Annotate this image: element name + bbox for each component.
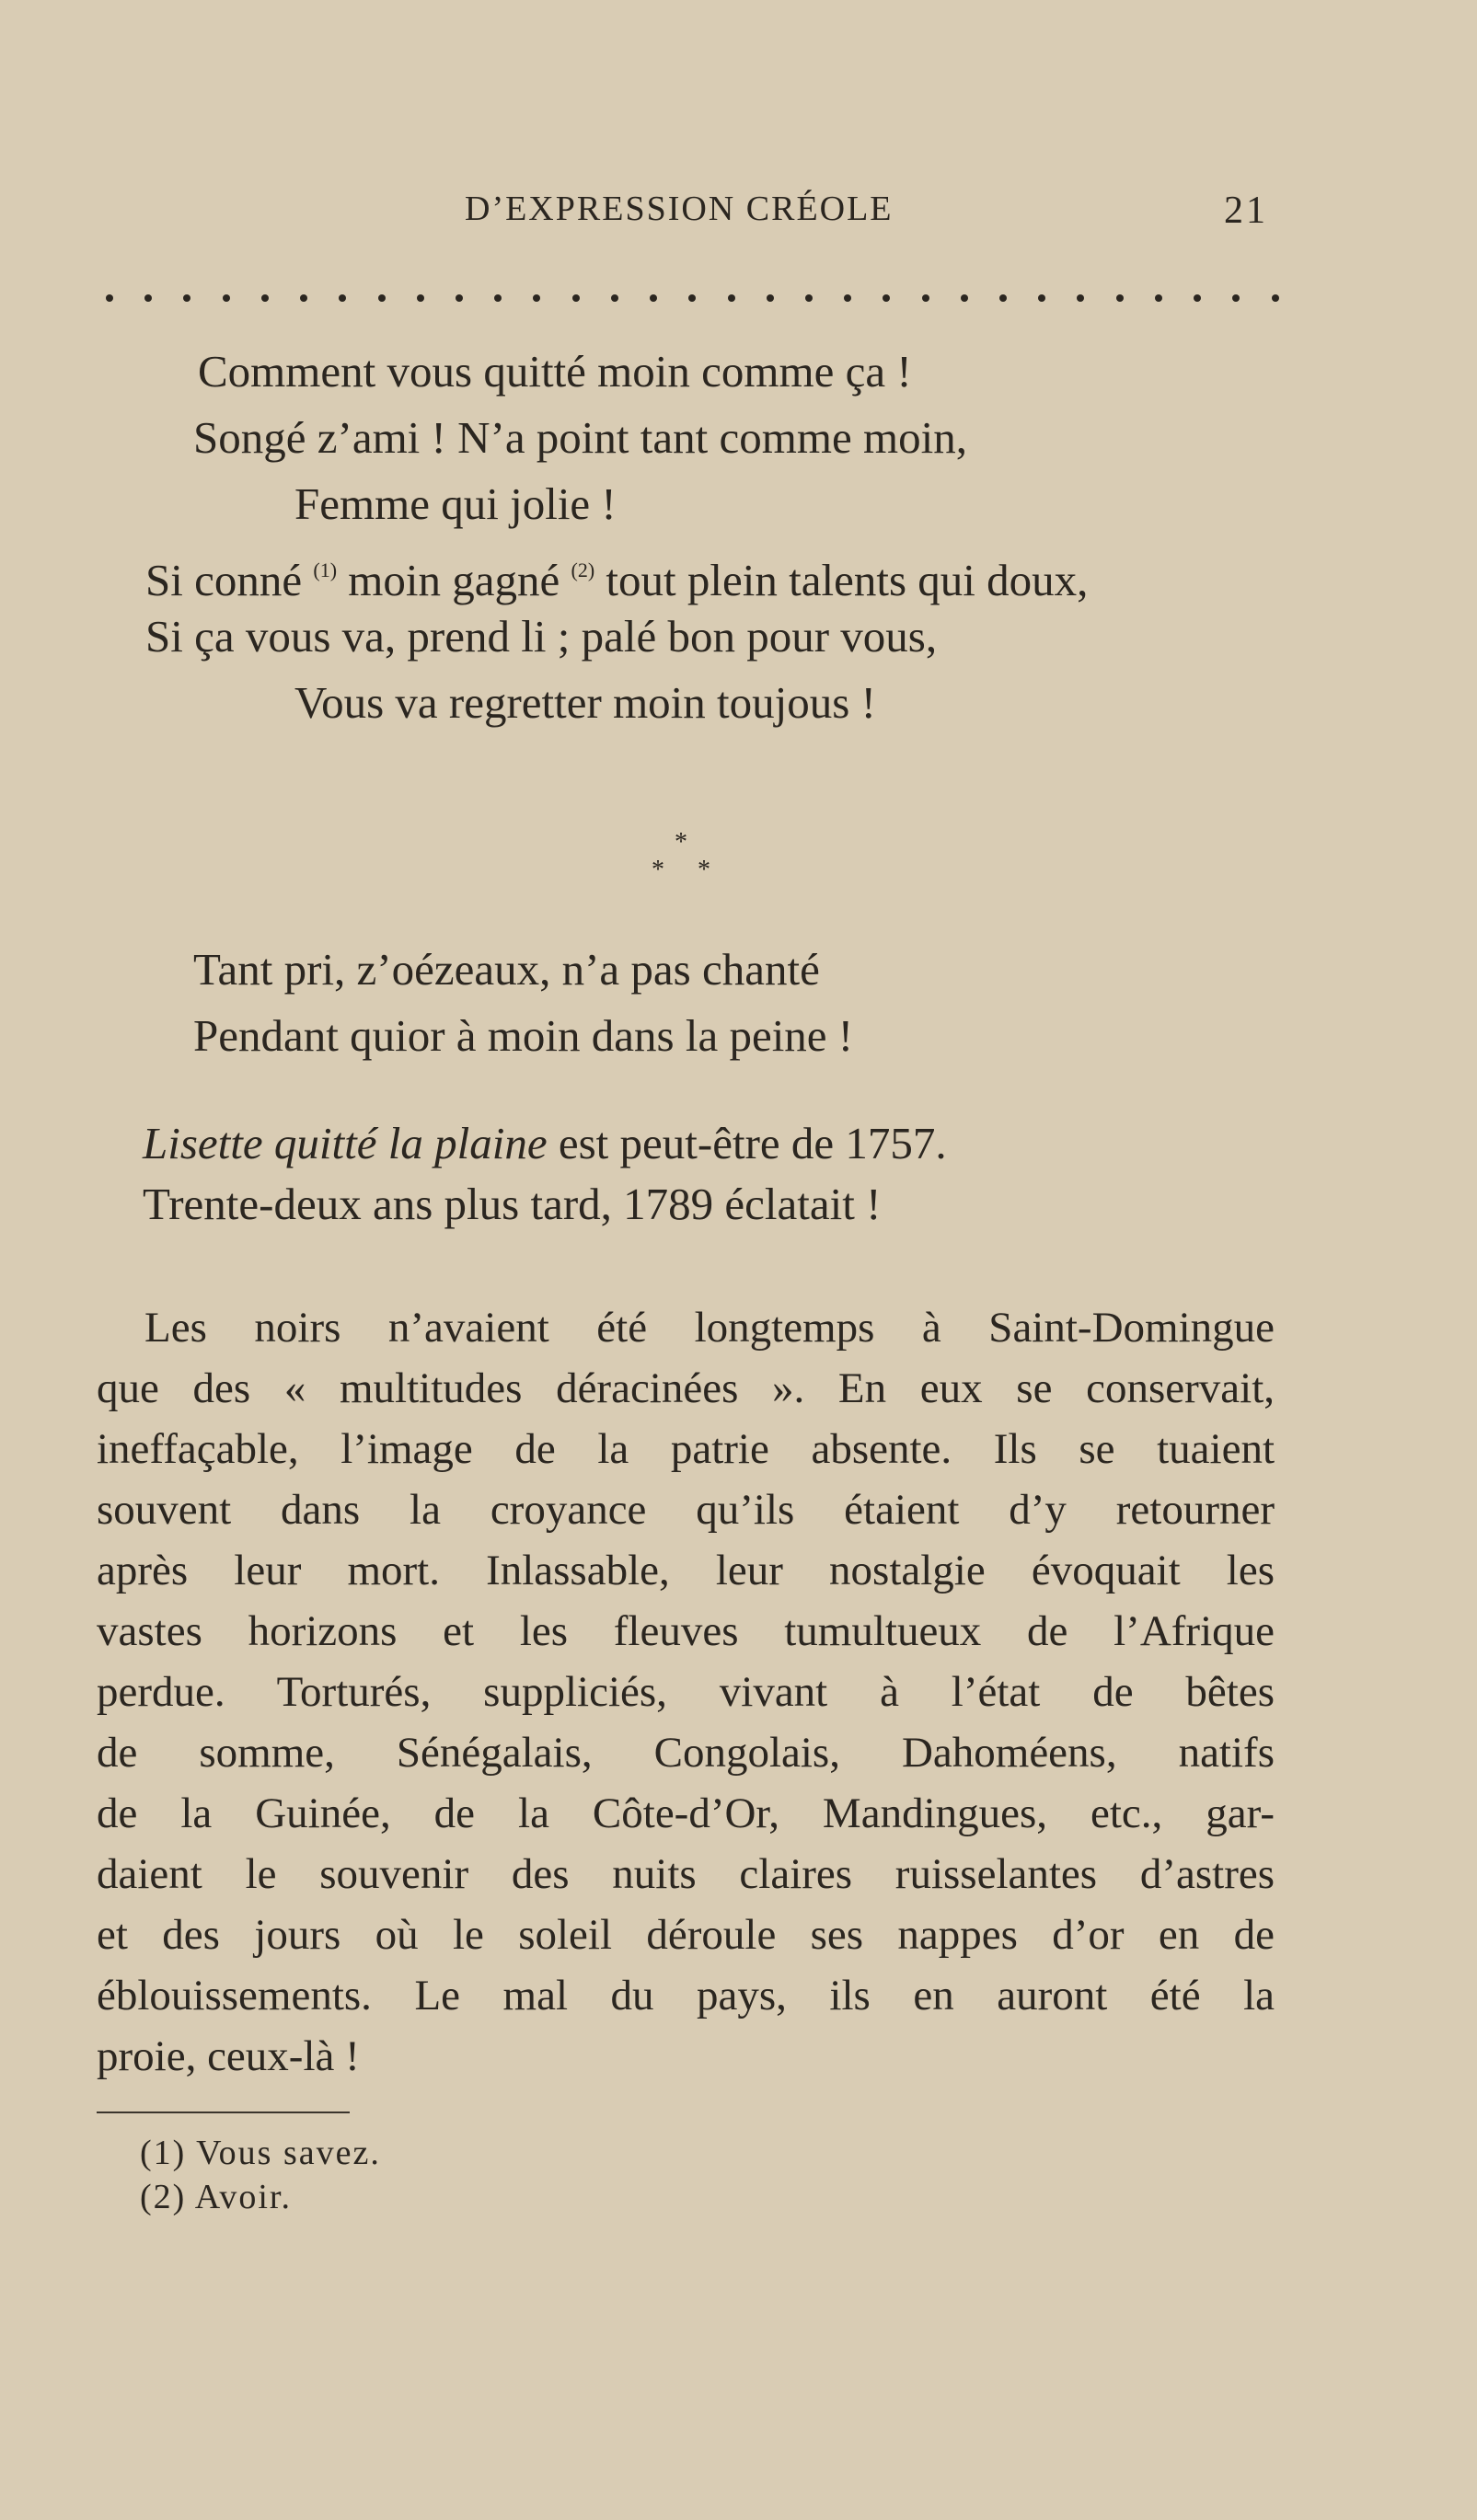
dot [650, 294, 657, 302]
dot [223, 294, 230, 302]
poem-line: Femme qui jolie ! [294, 478, 617, 529]
dot [144, 294, 152, 302]
dot [494, 294, 502, 302]
paragraph-line: et des jours où le soleil déroule ses nappes d’or en de [97, 1911, 1275, 1959]
poem-line: Pendant quior à moin dans la peine ! [193, 1010, 854, 1061]
dot [1038, 294, 1045, 302]
poem-line: Tant pri, z’oézeaux, n’a pas chanté [193, 944, 820, 995]
poem-text: moin gagné [337, 555, 571, 605]
paragraph-line: perdue. Torturés, suppliciés, vivant à l’état de bêtes [97, 1668, 1275, 1716]
prose-text: est peut-être de 1757. [547, 1118, 947, 1168]
dot [805, 294, 813, 302]
paragraph-line: vastes horizons et les fleuves tumultueux de l’Afrique [97, 1607, 1275, 1655]
paragraph-line: de somme, Sénégalais, Congolais, Dahoméens, natifs [97, 1729, 1275, 1777]
dot [1272, 294, 1279, 302]
footnote-ref-1[interactable]: (1) [313, 558, 338, 581]
dot [767, 294, 774, 302]
paragraph-line: proie, ceux-là ! [97, 2032, 360, 2080]
asterism [644, 828, 727, 892]
footnote-mark: (2) [140, 2178, 187, 2216]
asterisk-icon: * [652, 856, 664, 884]
dot [883, 294, 890, 302]
dot [1232, 294, 1240, 302]
prose-line: Trente-deux ans plus tard, 1789 éclatait ! [143, 1179, 882, 1229]
page-number: 21 [1224, 190, 1268, 232]
dot [999, 294, 1007, 302]
dot [456, 294, 463, 302]
running-title: D’EXPRESSION CRÉOLE [465, 190, 894, 228]
poem-line: Comment vous quitté moin comme ça ! [198, 346, 912, 397]
dot [106, 294, 113, 302]
poem-line [145, 537, 1088, 614]
dot [378, 294, 386, 302]
poem-line: Vous va regretter moin toujous ! [294, 677, 876, 728]
paragraph-line: souvent dans la croyance qu’ils étaient d’y retourner [97, 1486, 1275, 1534]
dot [1155, 294, 1162, 302]
body-paragraph [97, 1297, 1275, 2087]
footnote-1 [140, 2133, 381, 2173]
footnote-2 [140, 2177, 292, 2217]
dot [533, 294, 540, 302]
footnote-divider [97, 2112, 350, 2113]
paragraph-line: de la Guinée, de la Côte-d’Or, Mandingues, etc., gar- [97, 1789, 1275, 1837]
asterisk-icon: * [675, 828, 687, 857]
dot [1116, 294, 1124, 302]
paragraph-line: Les noirs n’avaient été longtemps à Saint-Domingue [144, 1304, 1275, 1352]
ellipsis-dots [106, 294, 1279, 302]
asterisk-icon: * [698, 856, 710, 884]
poem-text: tout plein talents qui doux, [594, 555, 1089, 605]
poem-line: Songé z’ami ! N’a point tant comme moin, [193, 412, 967, 463]
paragraph-line: éblouissements. Le mal du pays, ils en auront été la [97, 1972, 1275, 2019]
prose-line [143, 1113, 947, 1174]
poem-text: Si conné [145, 555, 314, 605]
dot [261, 294, 269, 302]
footnote-text: Vous savez. [186, 2134, 381, 2172]
dot [728, 294, 735, 302]
running-head [0, 189, 1477, 244]
dot [922, 294, 929, 302]
poem-line: Si ça vous va, prend li ; palé bon pour vous, [145, 611, 938, 662]
italic-title: Lisette quitté la plaine [143, 1118, 548, 1168]
paragraph-line: que des « multitudes déracinées ». En eux se conservait, [97, 1364, 1275, 1412]
dot [844, 294, 851, 302]
footnote-mark: (1) [140, 2134, 187, 2172]
paragraph-line: après leur mort. Inlassable, leur nostalgie évoquait les [97, 1547, 1275, 1594]
dot [572, 294, 580, 302]
dot [300, 294, 307, 302]
dot [688, 294, 696, 302]
dot [417, 294, 424, 302]
dot [611, 294, 618, 302]
footnote-text: Avoir. [186, 2178, 292, 2216]
dot [961, 294, 968, 302]
dot [183, 294, 190, 302]
footnote-ref-2[interactable]: (2) [571, 558, 595, 581]
paragraph-line: daient le souvenir des nuits claires ruisselantes d’astres [97, 1850, 1275, 1898]
dot [1194, 294, 1201, 302]
dot [1077, 294, 1084, 302]
dot [339, 294, 346, 302]
paragraph-line: ineffaçable, l’image de la patrie absente. Ils se tuaient [97, 1425, 1275, 1473]
